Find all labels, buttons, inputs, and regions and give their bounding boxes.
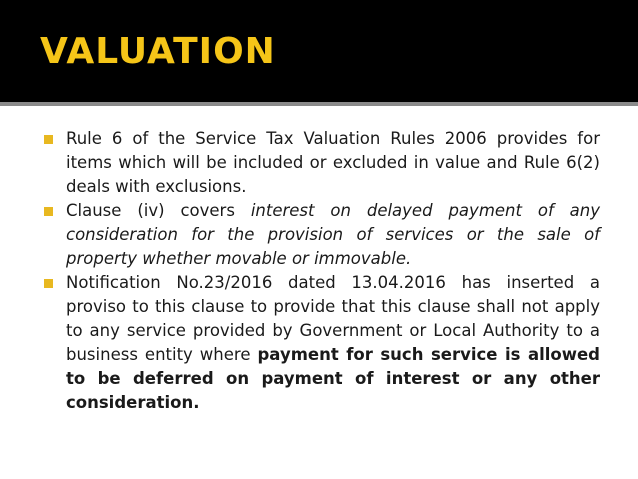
- square-bullet-icon: [44, 207, 53, 216]
- bullet-item-rule-6: [44, 127, 600, 199]
- square-bullet-icon: [44, 135, 53, 144]
- bullet-italic-text: interest on delayed payment of any consideration for the provision of services or the sale of property whether movable or immovable.: [66, 201, 601, 268]
- square-bullet-icon: [44, 279, 53, 288]
- title-divider: [0, 102, 638, 106]
- bullet-item-notification: [44, 271, 600, 415]
- slide-title: VALUATION: [40, 31, 276, 72]
- bullet-bold-text: payment for such service is allowed to be deferred on payment of interest or any other consideration.: [66, 345, 600, 412]
- bullet-item-clause-iv: [44, 199, 600, 271]
- bullet-list: [44, 127, 600, 415]
- bullet-text: Clause (iv) covers: [66, 201, 251, 220]
- bullet-text: Rule 6 of the Service Tax Valuation Rules 2006 provides for items which will be included or excluded in value and Rule 6(2) deals with exclusions.: [66, 129, 600, 196]
- bullet-text: Notification No.23/2016 dated 13.04.2016 has inserted a proviso to this clause to provide that this clause shall not apply to any service provided by Government or Local Authority to a business entity where: [66, 273, 600, 364]
